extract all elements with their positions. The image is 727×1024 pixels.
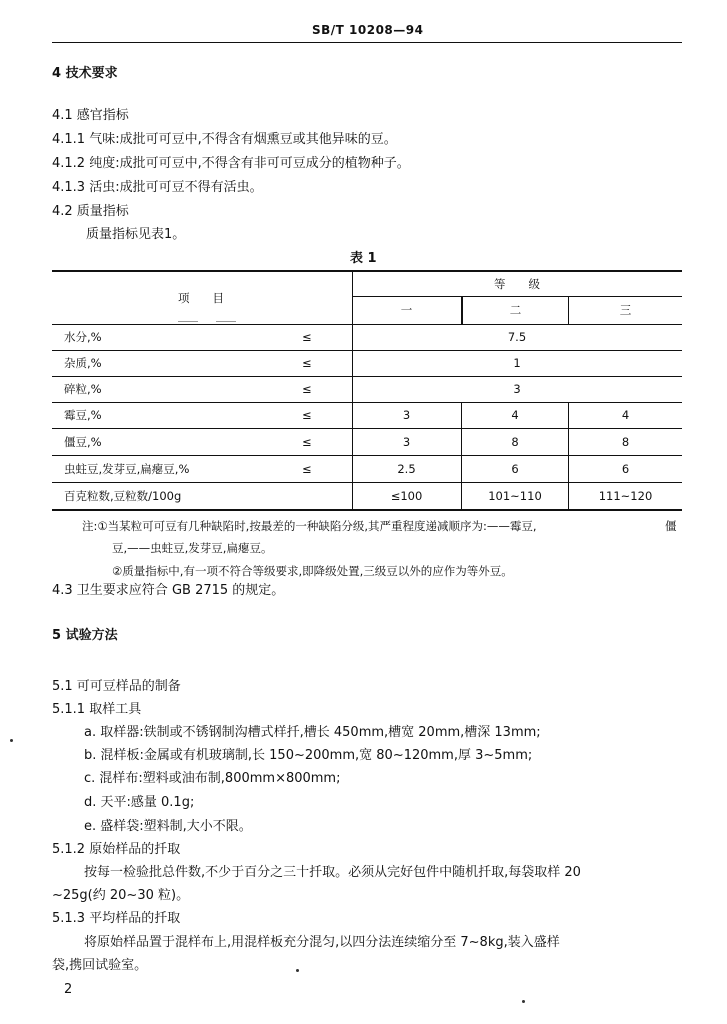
row-value-merged: 1 [513,356,521,370]
row-value-grade-1: ≤100 [390,489,423,503]
row-value-merged: 7.5 [507,330,527,344]
section-5-1-3: 5.1.3 平均样品的扦取 [52,911,181,926]
table-row-rule [52,482,682,483]
row-item-moisture: 水分,% [64,330,102,344]
row-op: ≤ [302,462,312,476]
section-4-1: 4.1 感官指标 [52,108,129,123]
table-note-1: 注:①当某粒可可豆有几种缺陷时,按最差的一种缺陷分级,其严重程度递减顺序为:——霉豆, [82,519,537,533]
section-4-title: 4 技术要求 [52,66,118,81]
table-top-rule [52,270,682,272]
section-4-2-text: 质量指标见表1。 [86,227,186,242]
tool-item-c: c. 混样布:塑料或油布制,800mm×800mm; [84,771,341,786]
section-5-title: 5 试验方法 [52,628,118,643]
table-grade-rule [352,296,682,297]
table-caption: 表 1 [350,251,377,266]
row-value-grade-1: 2.5 [397,462,416,476]
section-4-1-3: 4.1.3 活虫:成批可可豆不得有活虫。 [52,180,263,195]
table-header-grade: 等 级 [494,277,540,291]
standard-code: SB/T 10208—94 [312,23,424,37]
table-bottom-rule [52,509,682,511]
row-value-grade-3: 6 [621,462,630,476]
row-value-grade-1: 3 [402,435,411,449]
scan-speck [10,739,13,742]
scan-speck [296,969,299,972]
table-row-rule [52,350,682,351]
scan-speck [522,1000,525,1003]
row-op: ≤ [302,435,312,449]
section-4-2: 4.2 质量指标 [52,204,129,219]
grade-1-header: 一 [400,303,413,317]
tool-item-a: a. 取样器:铁制或不锈钢制沟槽式样扦,槽长 450mm,槽宽 20mm,槽深 13mm; [84,725,541,740]
row-value-grade-3: 111~120 [598,489,653,503]
section-5-1-2-para-cont: ~25g(约 20~30 粒)。 [52,888,190,903]
table-header-rule [52,324,682,325]
section-4-1-2: 4.1.2 纯度:成批可可豆中,不得含有非可可豆成分的植物种子。 [52,156,410,171]
table-row-rule [52,428,682,429]
page-number: 2 [64,982,73,997]
section-5-1-3-para-cont: 袋,携回试验室。 [52,958,148,973]
table-note-1-wrap: 僵 [665,519,677,533]
section-4-3: 4.3 卫生要求应符合 GB 2715 的规定。 [52,583,285,598]
section-5-1-2: 5.1.2 原始样品的扦取 [52,842,181,857]
row-value-grade-2: 101~110 [488,489,542,503]
row-item-impurity: 杂质,% [64,356,102,370]
row-value-grade-3: 4 [621,408,630,422]
tool-item-d: d. 天平:感量 0.1g; [84,795,195,810]
section-5-1-1: 5.1.1 取样工具 [52,702,142,717]
table-header-item: 项 目 [178,291,224,305]
table-note-2: ②质量指标中,有一项不符合等级要求,即降级处置,三级豆以外的应作为等外豆。 [112,564,513,578]
table-row-rule [52,402,682,403]
section-5-1-3-para: 将原始样品置于混样布上,用混样板充分混匀,以四分法连续缩分至 7~8kg,装入盛样 [84,935,560,950]
row-value-grade-2: 4 [511,408,519,422]
section-4-1-1: 4.1.1 气味:成批可可豆中,不得含有烟熏豆或其他异味的豆。 [52,132,397,147]
grade-2-header: 二 [509,303,522,317]
row-value-merged: 3 [513,382,521,396]
row-item-broken: 碎粒,% [64,382,102,396]
row-item-insect-germinated-flat: 虫蛀豆,发芽豆,扁瘪豆,% [64,462,190,476]
section-5-1-2-para: 按每一检验批总件数,不少于百分之三十扦取。必须从完好包件中随机扦取,每袋取样 20 [84,865,581,880]
row-value-grade-1: 3 [402,408,411,422]
row-value-grade-2: 8 [511,435,519,449]
tool-item-b: b. 混样板:金属或有机玻璃制,长 150~200mm,宽 80~120mm,厚 3~5mm; [84,748,533,763]
row-item-bean-count: 百克粒数,豆粒数/100g [64,489,182,503]
table-row-rule [52,455,682,456]
row-item-moldy: 霉豆,% [64,408,102,422]
table-row-rule [52,376,682,377]
table-note-1-cont: 豆,——虫蛀豆,发芽豆,扁瘪豆。 [112,541,273,555]
grade-3-header: 三 [619,303,632,317]
row-op: ≤ [302,382,312,396]
row-value-grade-2: 6 [511,462,519,476]
row-op: ≤ [302,356,312,370]
header-dash [178,321,198,322]
header-dash [216,321,236,322]
tool-item-e: e. 盛样袋:塑料制,大小不限。 [84,819,252,834]
row-value-grade-3: 8 [621,435,630,449]
section-5-1: 5.1 可可豆样品的制备 [52,679,181,694]
row-item-slaty: 僵豆,% [64,435,102,449]
row-op: ≤ [302,330,312,344]
row-op: ≤ [302,408,312,422]
header-rule [52,42,682,43]
